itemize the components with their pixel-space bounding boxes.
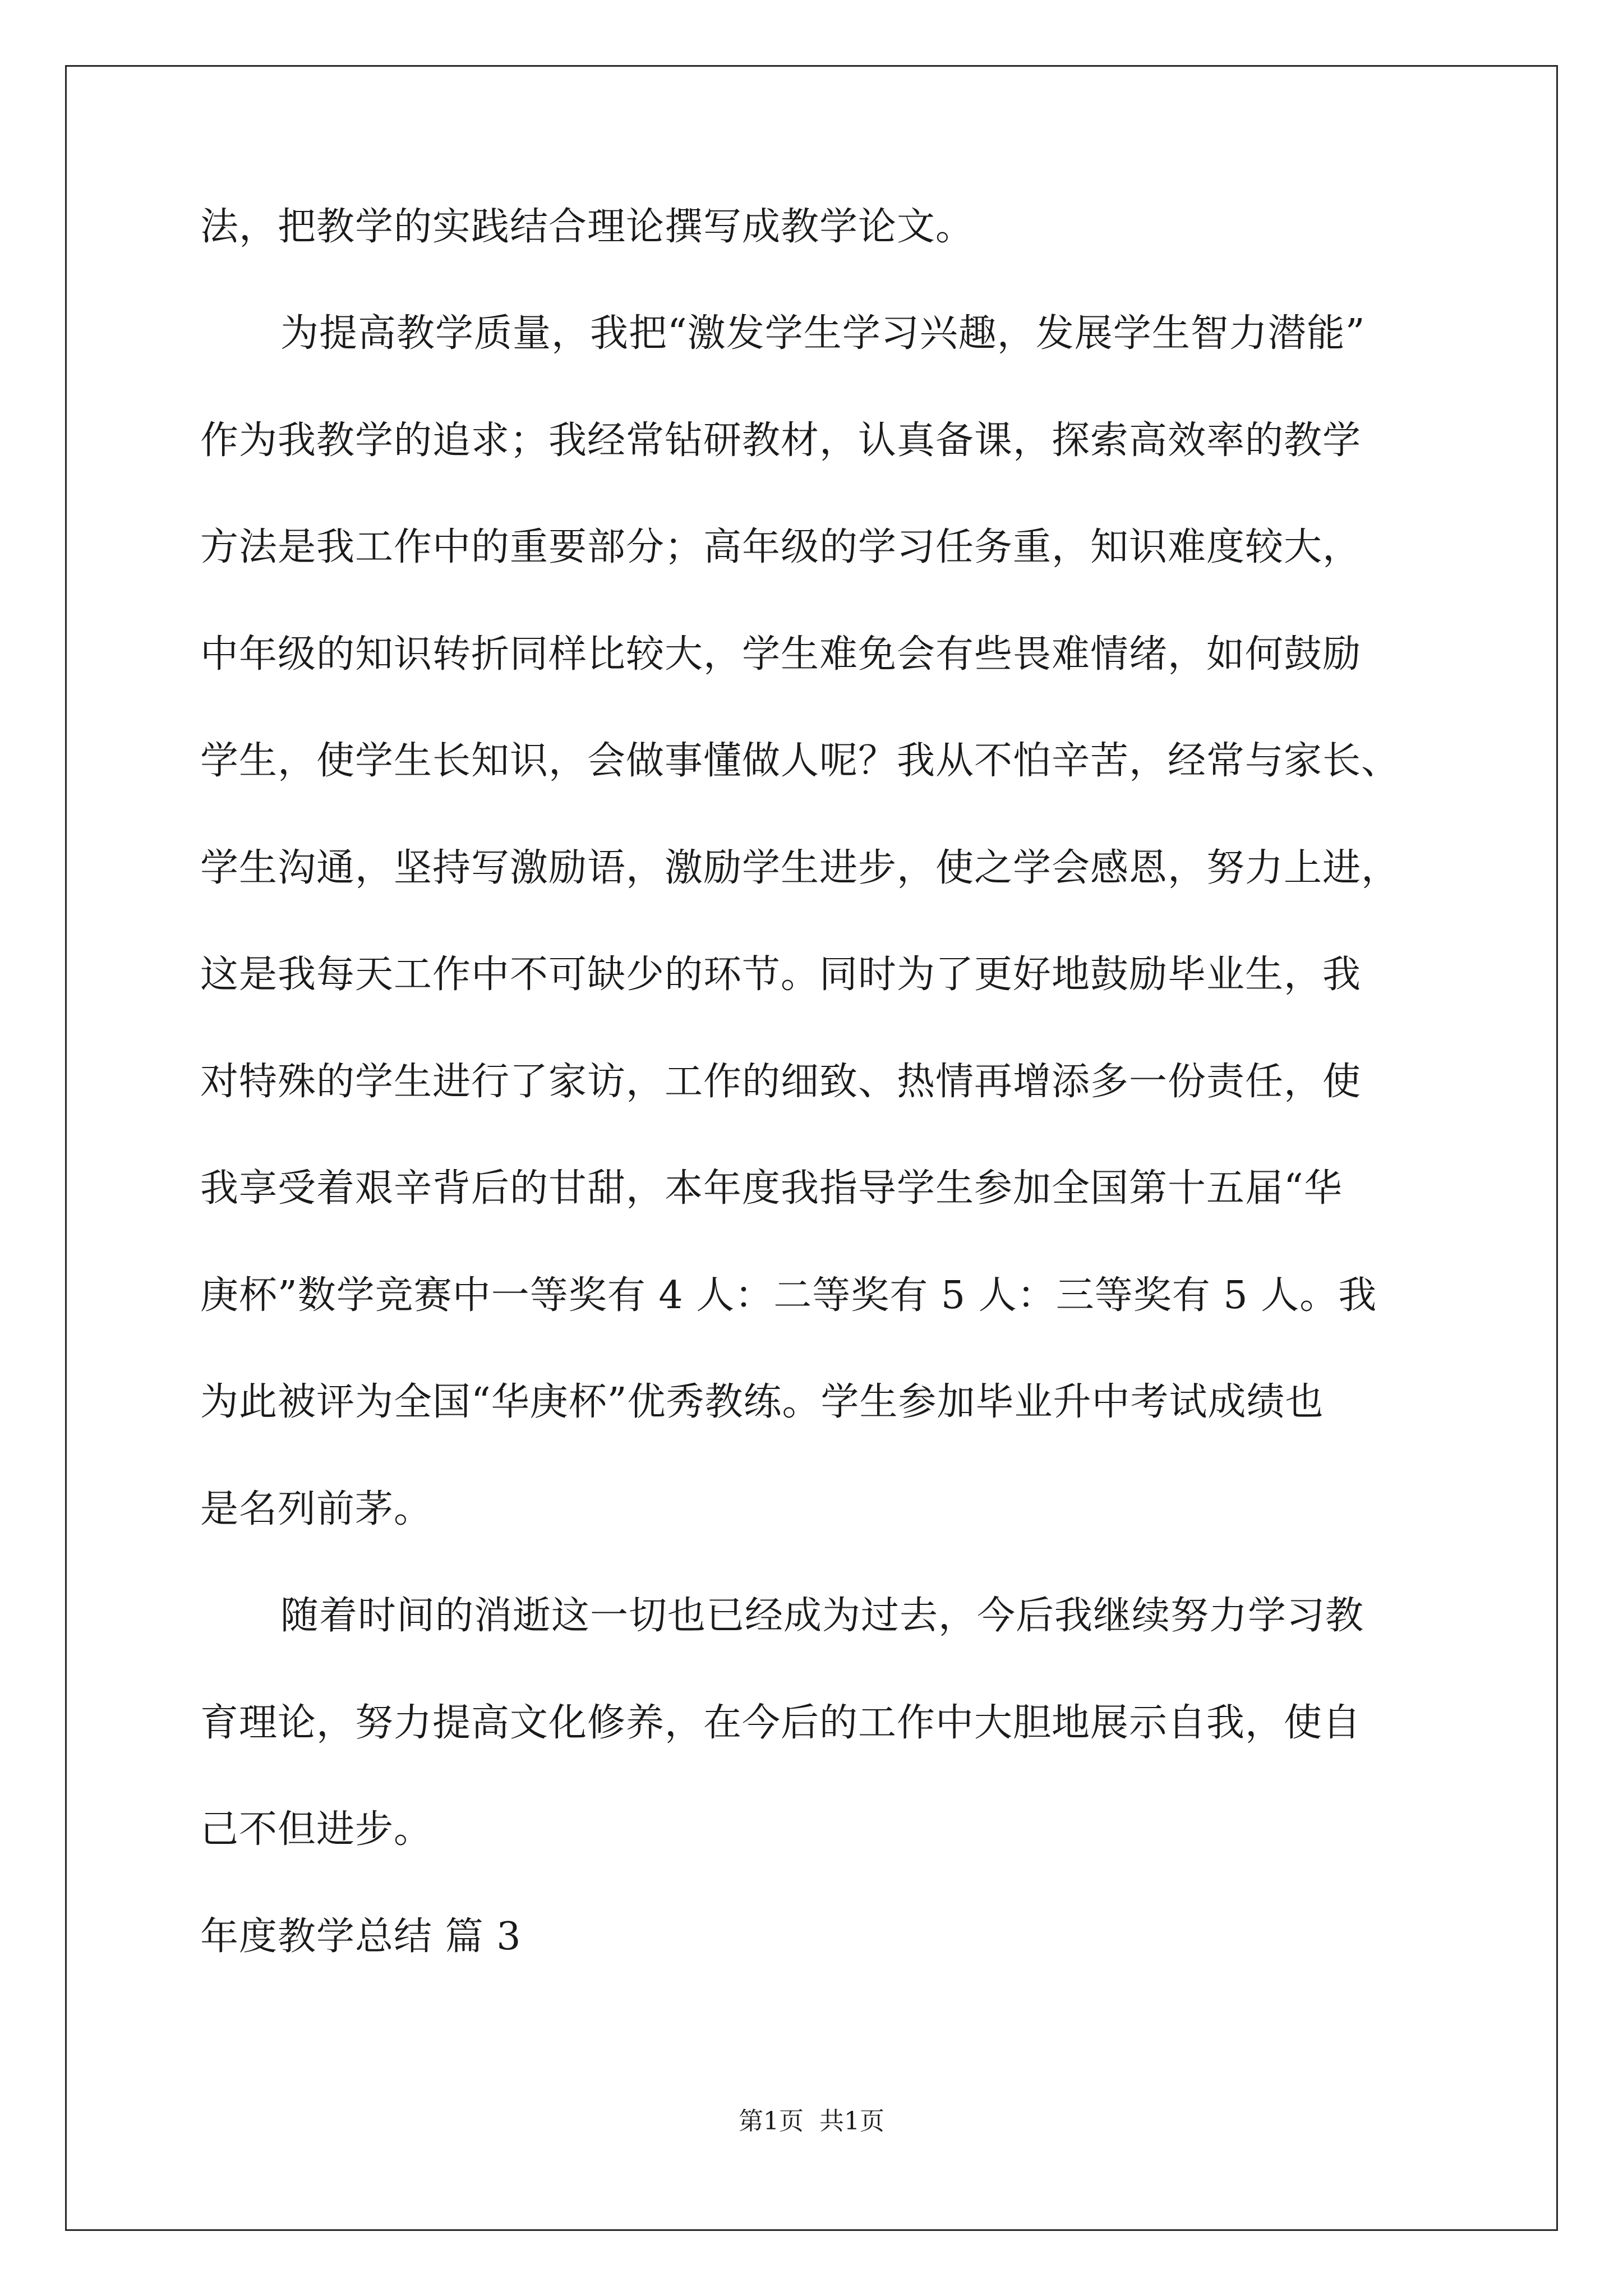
section-heading: 年度教学总结 篇 3 — [200, 1915, 522, 1959]
page-total: 共1页 — [819, 2107, 884, 2136]
body-text-line: 作为我教学的追求；我经常钻研教材，认真备课，探索高效率的教学 — [200, 418, 1362, 463]
body-text-line: 学生沟通，坚持写激励语，激励学生进步，使之学会感恩，努力上进， — [200, 846, 1400, 890]
body-text-line: 育理论，努力提高文化修养，在今后的工作中大胆地展示自我，使自 — [200, 1701, 1362, 1745]
body-text-line: 法，把教学的实践结合理论撰写成教学论文。 — [200, 205, 975, 249]
body-text-line: 庚杯”数学竞赛中一等奖有 4 人：二等奖有 5 人：三等奖有 5 人。我 — [200, 1273, 1377, 1318]
body-text-line: 是名列前茅。 — [200, 1487, 433, 1531]
body-text-line: 这是我每天工作中不可缺少的环节。同时为了更好地鼓励毕业生，我 — [200, 953, 1362, 997]
page-footer — [0, 2105, 1623, 2138]
body-text-line: 我享受着艰辛背后的甘甜，本年度我指导学生参加全国第十五届“华 — [200, 1166, 1343, 1211]
body-text-line: 方法是我工作中的重要部分；高年级的学习任务重，知识难度较大， — [200, 525, 1362, 569]
page-border — [65, 65, 1558, 2231]
body-text-line: 己不但进步。 — [200, 1807, 433, 1852]
body-text-line: 中年级的知识转折同样比较大，学生难免会有些畏难情绪，如何鼓励 — [200, 632, 1362, 677]
body-text-line: 为此被评为全国“华庚杯”优秀教练。学生参加毕业升中考试成绩也 — [200, 1380, 1324, 1424]
body-text-line: 学生，使学生长知识，会做事懂做人呢？我从不怕辛苦，经常与家长、 — [200, 739, 1400, 783]
paragraph-first-line: 随着时间的消逝这一切也已经成为过去，今后我继续努力学习教 — [280, 1594, 1364, 1638]
paragraph-first-line: 为提高教学质量，我把“激发学生学习兴趣，发展学生智力潜能” — [280, 311, 1366, 356]
body-text-line: 对特殊的学生进行了家访，工作的细致、热情再增添多一份责任，使 — [200, 1060, 1362, 1104]
page-number: 第1页 — [739, 2107, 804, 2136]
